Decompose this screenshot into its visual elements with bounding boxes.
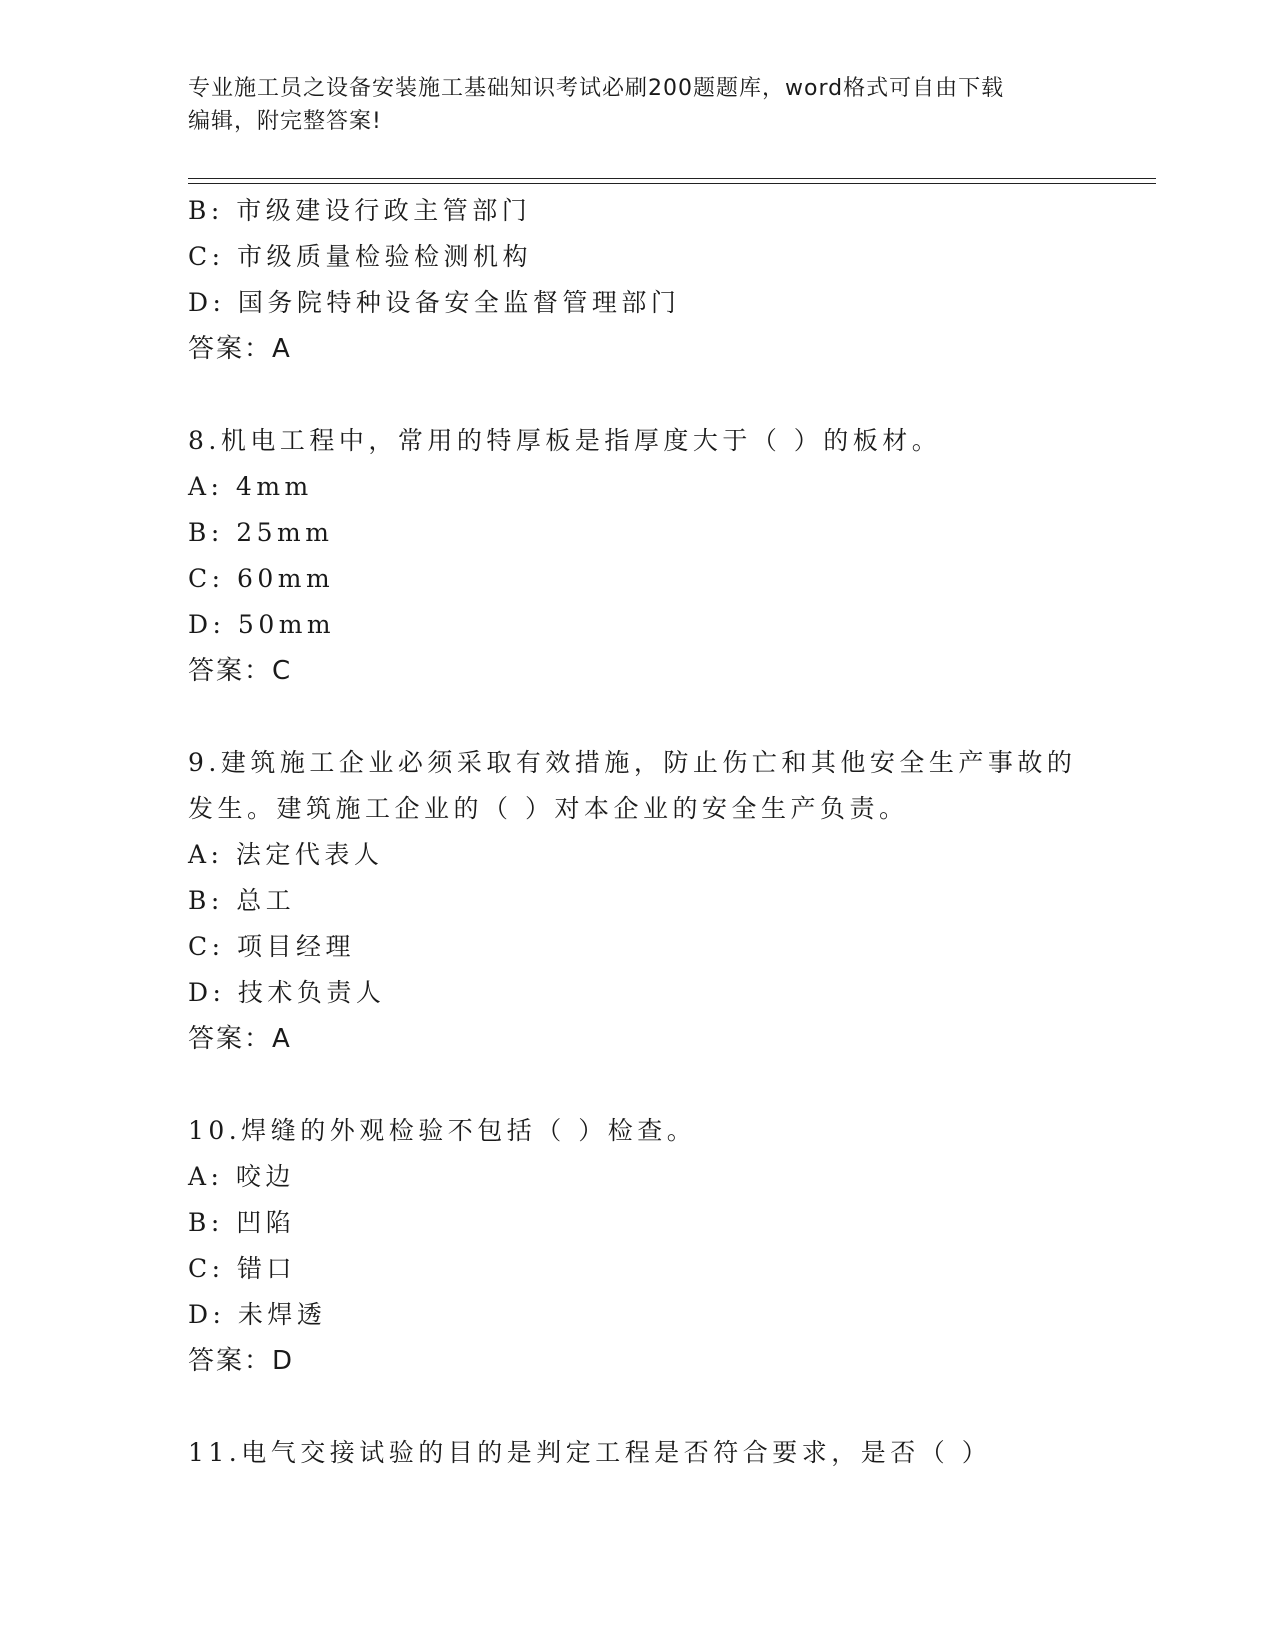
option-c: C: 错口	[188, 1254, 296, 1283]
question-8	[188, 418, 1148, 694]
option-d: D: 未焊透	[188, 1300, 327, 1329]
answer-line: 答案：C	[188, 656, 293, 686]
document-header	[188, 72, 1088, 138]
question-stem: 9.建筑施工企业必须采取有效措施，防止伤亡和其他安全生产事故的	[188, 748, 1077, 777]
question-11	[188, 1430, 1148, 1476]
answer-line: 答案：A	[188, 334, 292, 364]
question-stem: 10.焊缝的外观检验不包括（ ）检查。	[188, 1116, 697, 1145]
option-b: B: 市级建设行政主管部门	[188, 196, 532, 225]
option-c: C: 市级质量检验检测机构	[188, 242, 532, 271]
option-c: C: 项目经理	[188, 932, 355, 961]
option-d: D: 技术负责人	[188, 978, 386, 1007]
question-10	[188, 1108, 1148, 1384]
question-stem-continued: 发生。建筑施工企业的（ ）对本企业的安全生产负责。	[188, 794, 909, 823]
header-line-2: 编辑，附完整答案!	[188, 109, 382, 134]
question-stem: 8.机电工程中，常用的特厚板是指厚度大于（ ）的板材。	[188, 426, 942, 455]
option-c: C: 60mm	[188, 564, 335, 593]
question-9	[188, 740, 1148, 1062]
option-b: B: 25mm	[188, 518, 334, 547]
option-a: A: 法定代表人	[188, 840, 384, 869]
spacer	[188, 694, 1148, 740]
option-d: D: 50mm	[188, 610, 336, 639]
question-stem: 11.电气交接试验的目的是判定工程是否符合要求，是否（ ）	[188, 1438, 992, 1467]
answer-line: 答案：A	[188, 1024, 292, 1054]
option-d: D: 国务院特种设备安全监督管理部门	[188, 288, 681, 317]
option-b: B: 总工	[188, 886, 296, 915]
question-7-continuation	[188, 188, 1148, 372]
spacer	[188, 1062, 1148, 1108]
spacer	[188, 1384, 1148, 1430]
header-divider-bottom	[188, 183, 1156, 184]
option-a: A: 4mm	[188, 472, 313, 501]
option-a: A: 咬边	[188, 1162, 295, 1191]
option-b: B: 凹陷	[188, 1208, 296, 1237]
answer-line: 答案：D	[188, 1346, 295, 1376]
header-line-1: 专业施工员之设备安装施工基础知识考试必刷200题题库，word格式可自由下载	[188, 76, 1005, 101]
header-divider-top	[188, 178, 1156, 179]
spacer	[188, 372, 1148, 418]
question-list	[188, 188, 1148, 1476]
